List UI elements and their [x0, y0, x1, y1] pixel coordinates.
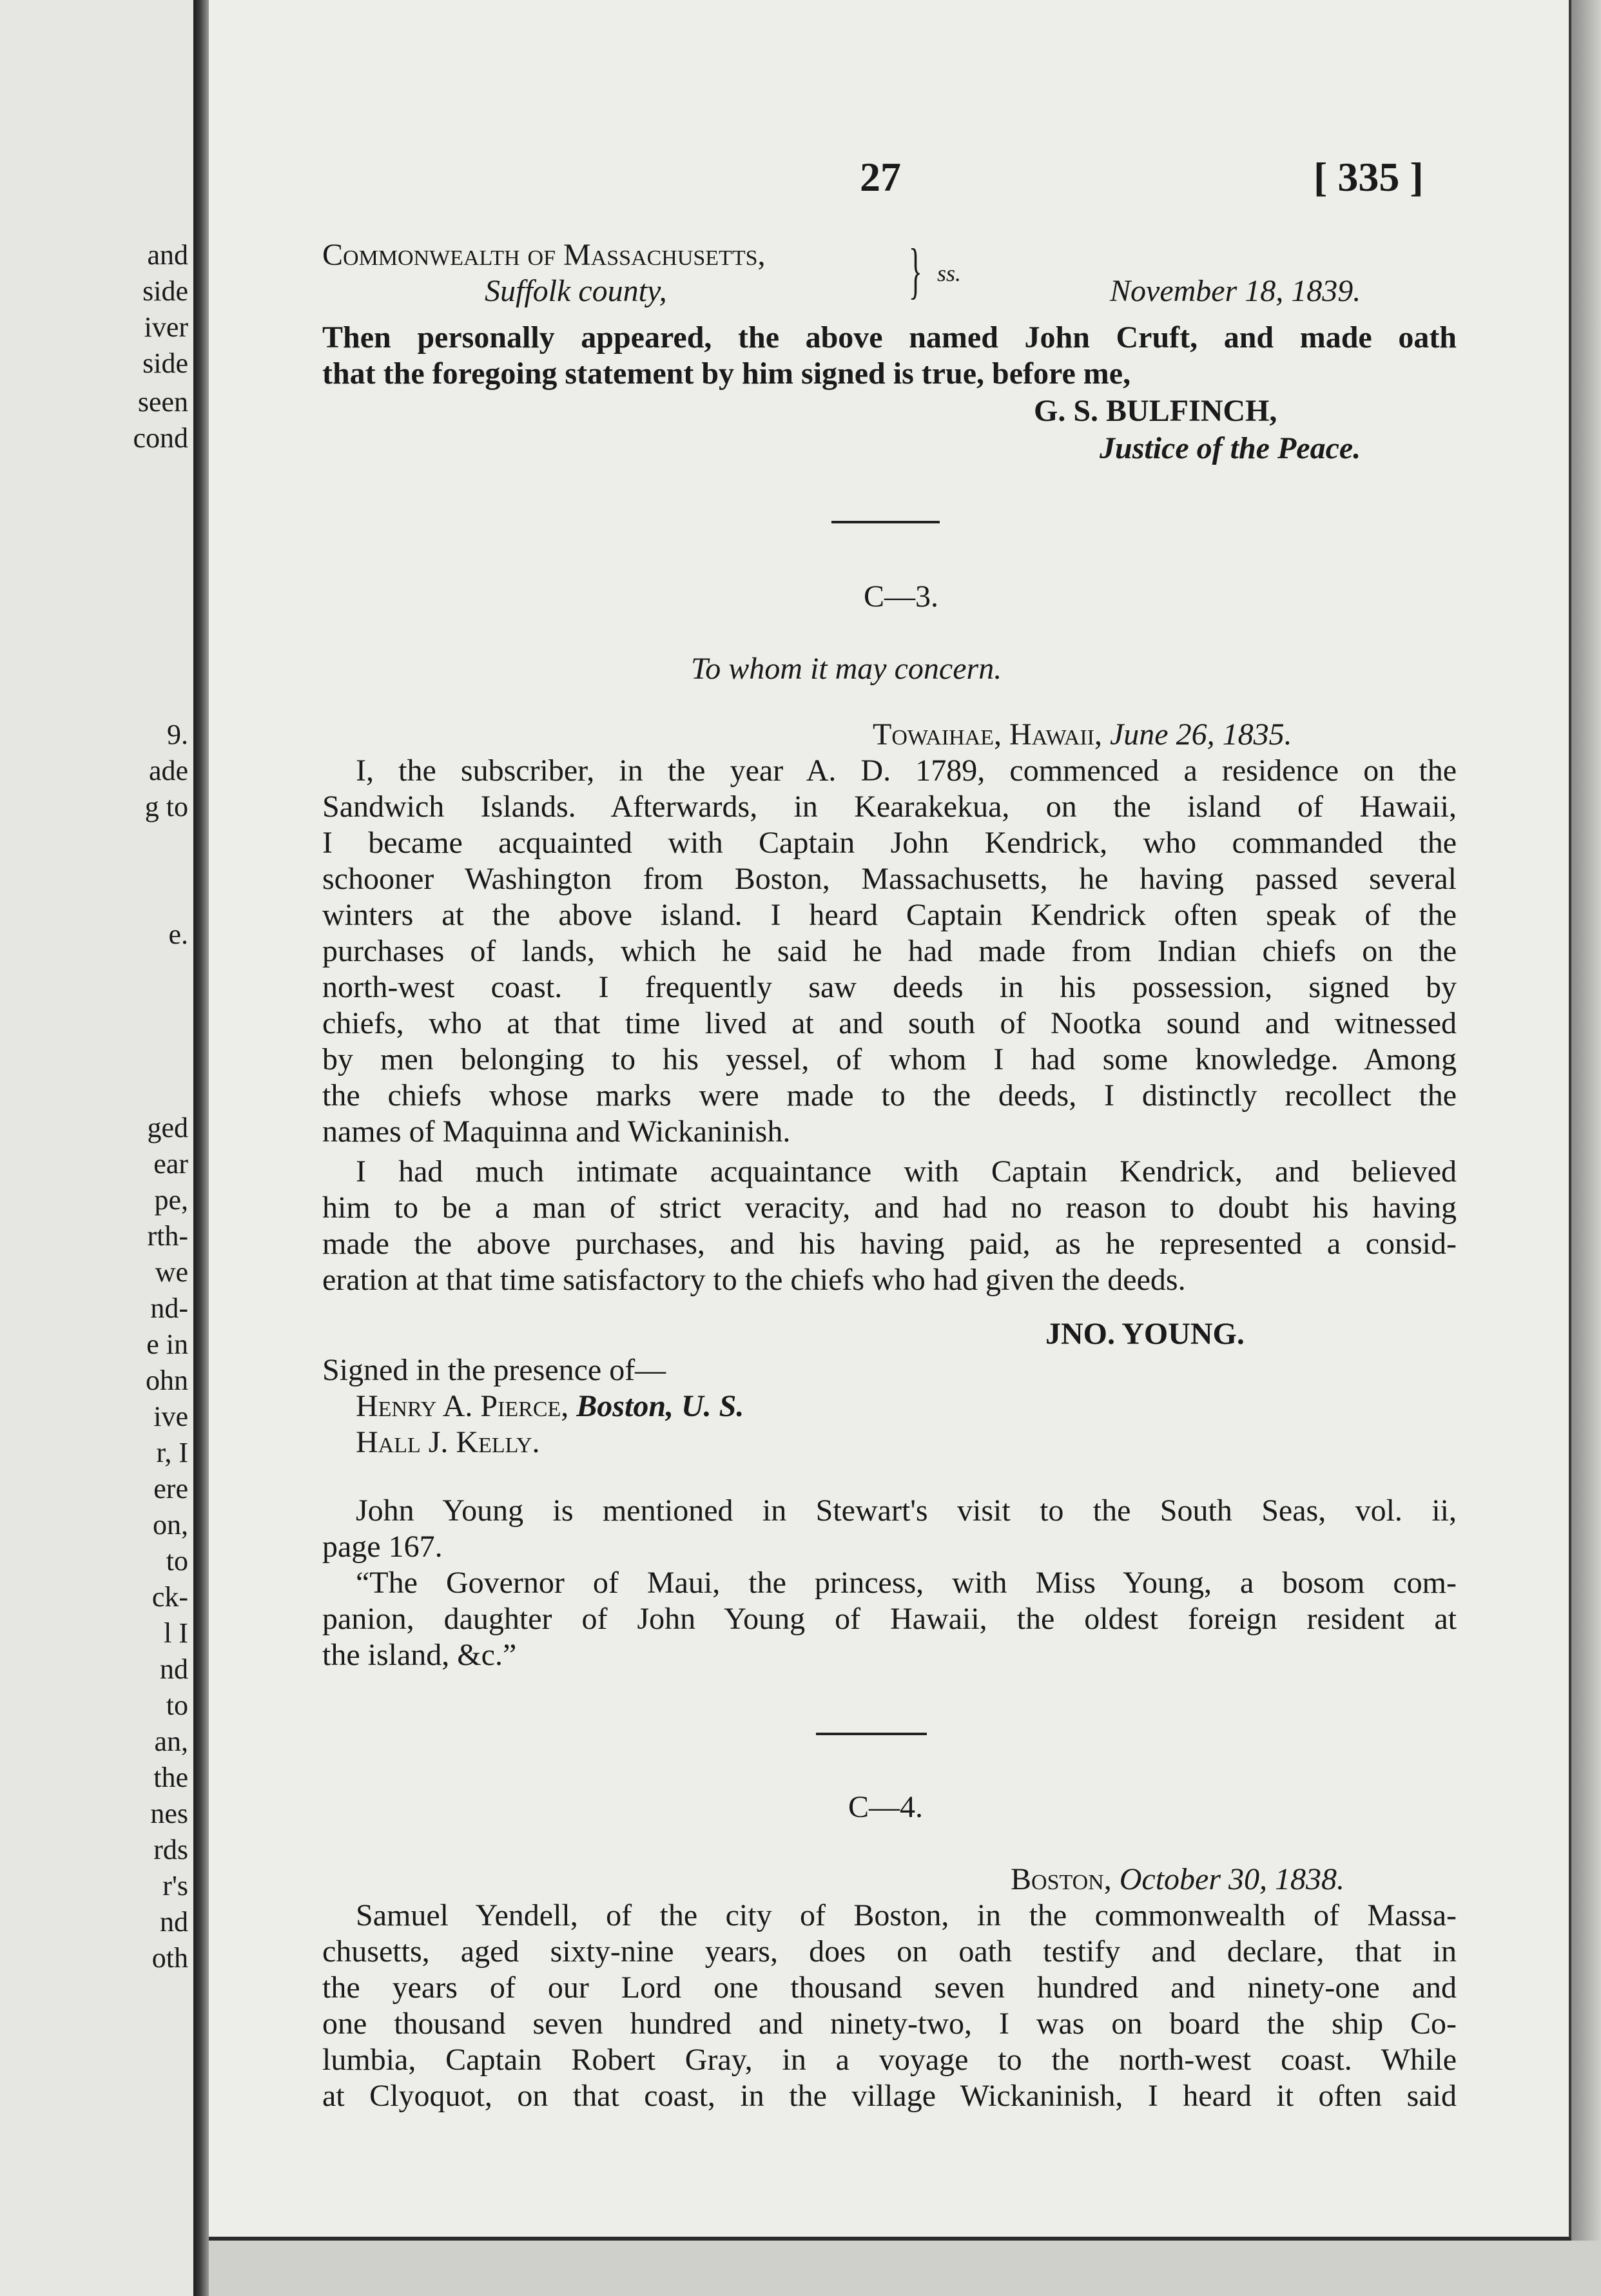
- signer-title: Justice of the Peace.: [1100, 431, 1361, 465]
- commonwealth-label: Commonwealth of Massachusetts,: [322, 238, 766, 272]
- text-line: John Young is mentioned in Stewart's visit to the South Seas, vol. ii,: [356, 1493, 1457, 1528]
- c4-place-date: Boston, October 30, 1838.: [1011, 1862, 1345, 1896]
- left-page-text-fragment: and: [147, 239, 188, 271]
- left-page-text-fragment: nd: [160, 1653, 188, 1685]
- left-page-text-fragment: on,: [153, 1509, 188, 1541]
- left-page-text-fragment: iver: [144, 311, 188, 343]
- text-line: him to be a man of strict veracity, and had no reason to doubt his having: [322, 1191, 1457, 1225]
- left-page-text-fragment: ged: [147, 1112, 188, 1143]
- page-edge: [1571, 0, 1601, 2296]
- c3-signature: JNO. YOUNG.: [1045, 1317, 1245, 1351]
- text-line: the years of our Lord one thousand seven hundred and ninety-one and: [322, 1970, 1457, 2005]
- witness-2: Hall J. Kelly.: [356, 1425, 540, 1459]
- document-page: [209, 0, 1571, 2241]
- page-number-bracketed: [ 335 ]: [1314, 154, 1424, 200]
- left-page-text-fragment: oth: [151, 1942, 188, 1974]
- left-page-text-fragment: ear: [153, 1148, 188, 1180]
- left-page-text-fragment: nes: [150, 1798, 188, 1829]
- text-line: chiefs, who at that time lived at and south of Nootka sound and witnessed: [322, 1006, 1457, 1040]
- text-line: lumbia, Captain Robert Gray, in a voyage to the north-west coast. While: [322, 2043, 1457, 2077]
- salutation: To whom it may concern.: [691, 652, 1002, 686]
- text-line: chusetts, aged sixty-nine years, does on oath testify and declare, that in: [322, 1934, 1457, 1969]
- presence-label: Signed in the presence of—: [322, 1353, 666, 1387]
- left-page-text-fragment: side: [142, 347, 188, 379]
- left-page-fragment: [0, 0, 193, 2296]
- text-line: “The Governor of Maui, the princess, with Miss Young, a bosom com-: [356, 1566, 1457, 1600]
- text-line: page 167.: [322, 1530, 443, 1564]
- section-divider: [816, 1733, 927, 1735]
- text-line: winters at the above island. I heard Captain Kendrick often speak of the: [322, 898, 1457, 932]
- text-line: I had much intimate acquaintance with Captain Kendrick, and believed: [356, 1154, 1457, 1189]
- left-page-text-fragment: g to: [144, 791, 188, 822]
- page-number: 27: [860, 154, 901, 200]
- left-page-text-fragment: ck-: [151, 1581, 188, 1613]
- text-line: at Clyoquot, on that coast, in the village Wickaninish, I heard it often said: [322, 2079, 1457, 2113]
- left-page-text-fragment: e in: [146, 1328, 188, 1360]
- left-page-text-fragment: l I: [164, 1617, 188, 1649]
- left-page-text-fragment: nd-: [150, 1292, 188, 1324]
- section-heading-c3: C—3.: [864, 579, 939, 614]
- left-page-text-fragment: pe,: [154, 1184, 188, 1216]
- text-line: Samuel Yendell, of the city of Boston, in the commonwealth of Massa-: [356, 1898, 1457, 1932]
- affidavit-date: November 18, 1839.: [1110, 274, 1361, 308]
- section-heading-c4: C—4.: [848, 1790, 924, 1824]
- text-line: purchases of lands, which he said he had made from Indian chiefs on the: [322, 934, 1457, 968]
- text-line: one thousand seven hundred and ninety-two, I was on board the ship Co-: [322, 2007, 1457, 2041]
- text-line: I, the subscriber, in the year A. D. 1789, commenced a residence on the: [356, 754, 1457, 788]
- left-page-text-fragment: cond: [133, 422, 188, 454]
- text-line: made the above purchases, and his having paid, as he represented a consid-: [322, 1227, 1457, 1261]
- text-line: eration at that time satisfactory to the chiefs who had given the deeds.: [322, 1263, 1186, 1297]
- page-bottom-edge: [209, 2241, 1601, 2296]
- text-line: the chiefs whose marks were made to the deeds, I distinctly recollect the: [322, 1078, 1457, 1113]
- left-page-text-fragment: ive: [153, 1401, 188, 1432]
- affidavit-line: Then personally appeared, the above named John Cruft, and made oath: [322, 320, 1457, 355]
- text-line: schooner Washington from Boston, Massachusetts, he having passed several: [322, 862, 1457, 896]
- text-line: names of Maquinna and Wickaninish.: [322, 1114, 791, 1149]
- left-page-text-fragment: rds: [153, 1834, 188, 1865]
- left-page-text-fragment: side: [142, 275, 188, 307]
- book-gutter: [193, 0, 209, 2296]
- left-page-text-fragment: to: [166, 1545, 188, 1577]
- text-line: the island, &c.”: [322, 1638, 517, 1672]
- text-line: by men belonging to his yessel, of whom I had some knowledge. Among: [322, 1042, 1457, 1076]
- left-page-text-fragment: the: [153, 1762, 188, 1793]
- left-page-text-fragment: e.: [168, 919, 188, 950]
- left-page-text-fragment: rth-: [147, 1220, 188, 1252]
- text-line: I became acquainted with Captain John Kendrick, who commanded the: [322, 826, 1457, 860]
- c3-place-date: Towaihae, Hawaii, June 26, 1835.: [873, 717, 1292, 752]
- text-line: panion, daughter of John Young of Hawaii, the oldest foreign resident at: [322, 1602, 1457, 1636]
- left-page-text-fragment: an,: [154, 1726, 188, 1757]
- affidavit-line: that the foregoing statement by him signed is true, before me,: [322, 356, 1131, 391]
- ss-label: ss.: [937, 260, 962, 286]
- left-page-text-fragment: to: [166, 1689, 188, 1721]
- left-page-text-fragment: we: [155, 1256, 188, 1288]
- county-label: Suffolk county,: [485, 274, 667, 308]
- left-page-text-fragment: ade: [148, 755, 188, 786]
- text-line: Sandwich Islands. Afterwards, in Kearakekua, on the island of Hawaii,: [322, 790, 1457, 824]
- left-page-text-fragment: nd: [160, 1906, 188, 1938]
- left-page-text-fragment: ohn: [146, 1365, 188, 1396]
- brace-mark: }: [909, 236, 922, 305]
- left-page-text-fragment: 9.: [167, 719, 188, 750]
- signer-name: G. S. BULFINCH,: [1034, 394, 1277, 428]
- witness-1: Henry A. Pierce, Boston, U. S.: [356, 1389, 744, 1423]
- left-page-text-fragment: ere: [153, 1473, 188, 1504]
- text-line: north-west coast. I frequently saw deeds in his possession, signed by: [322, 970, 1457, 1004]
- left-page-text-fragment: seen: [137, 386, 188, 418]
- left-page-text-fragment: r, I: [156, 1437, 188, 1468]
- section-divider: [831, 521, 940, 523]
- left-page-text-fragment: r's: [162, 1870, 188, 1902]
